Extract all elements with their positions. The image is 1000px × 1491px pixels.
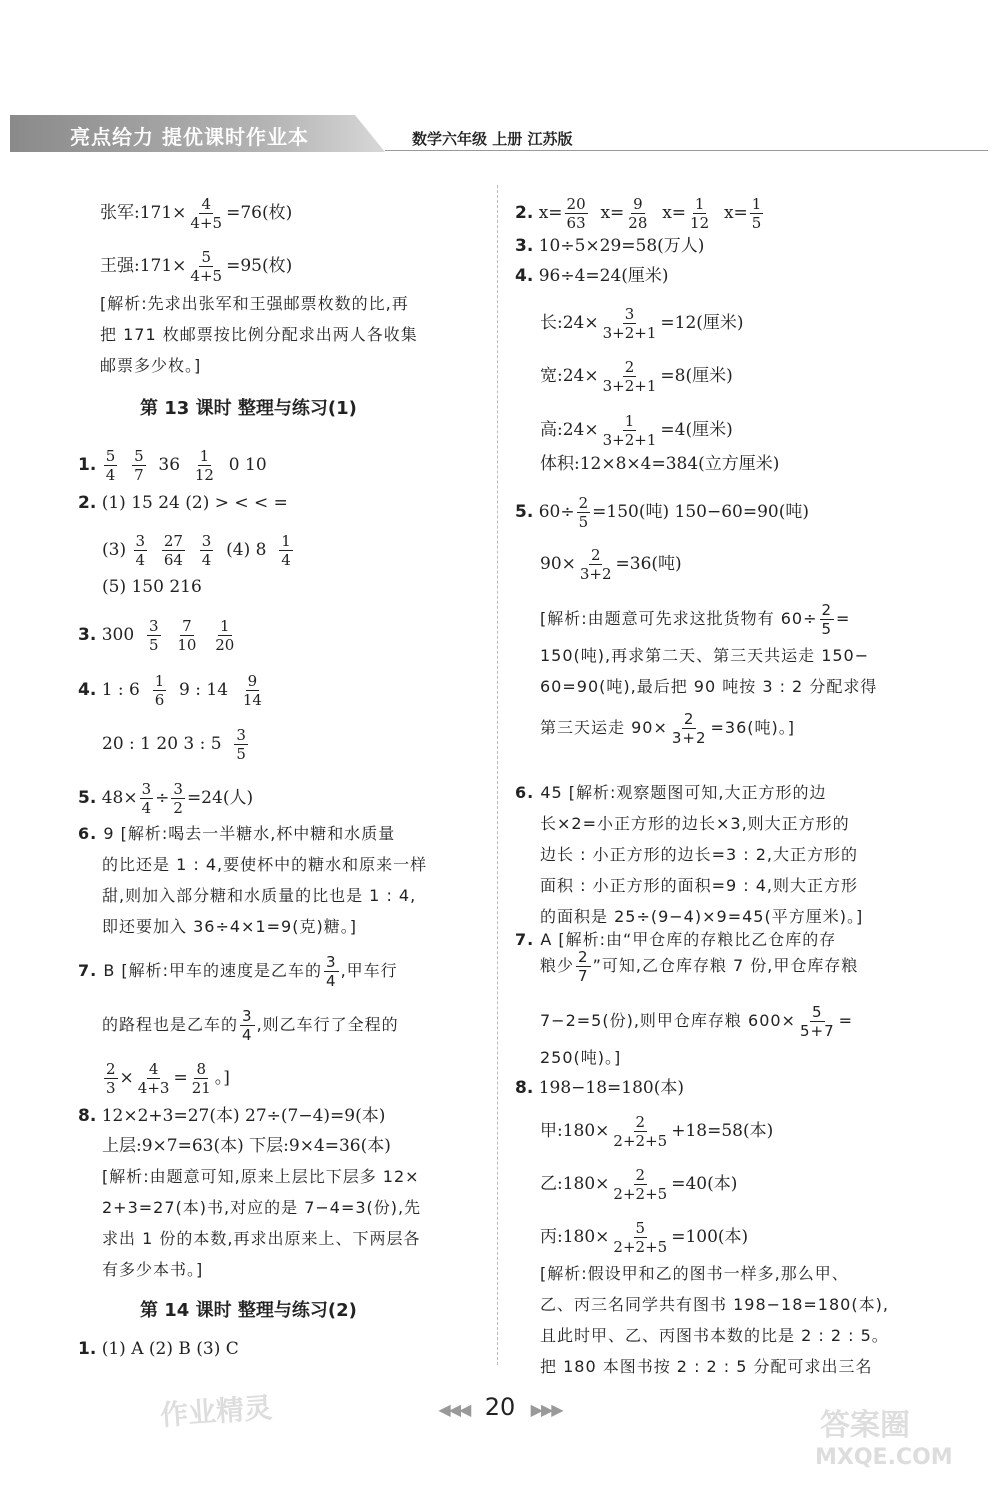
denominator: 2+2+5 <box>613 1238 668 1256</box>
denominator: 4 <box>135 551 146 569</box>
denominator: 3+2 <box>579 565 612 583</box>
denominator: 4+3 <box>137 1079 170 1097</box>
section-heading: 第 14 课时 整理与练习(2) <box>140 1300 357 1321</box>
denominator: 4 <box>326 972 337 990</box>
numerator: 3 <box>173 780 183 798</box>
denominator: 4 <box>281 551 291 569</box>
numerator: 3 <box>141 780 152 798</box>
fraction <box>104 1060 118 1097</box>
analysis-text: 甜,则加入部分糖和水质量的比也是 1 : 4, <box>102 886 417 905</box>
answer-line: 甲:180× $\frac{2}{2+2+5}$ +18=58(本) <box>540 1113 774 1150</box>
fraction <box>193 447 216 484</box>
answer-line: 2. x= $\frac{20}{63}$ x= $\frac{9}{28}$ x= $\frac{1}{12}$ x= $\frac{1}{5}$ <box>515 195 762 232</box>
fraction <box>601 305 659 342</box>
fraction <box>601 412 659 449</box>
numerator: 2 <box>590 546 601 564</box>
fraction <box>213 617 236 654</box>
denominator: 3+2 <box>671 729 707 747</box>
denominator: 12 <box>194 466 214 484</box>
denominator: 3 <box>106 1079 116 1097</box>
denominator: 5 <box>821 620 833 638</box>
answer-line: 8. 198−18=180(本) <box>515 1078 684 1098</box>
answer-line: 长:24× $\frac{3}{3+2+1}$ =12(厘米) <box>540 305 744 342</box>
denominator: 4 <box>201 551 212 569</box>
denominator: 2+2+5 <box>613 1132 668 1150</box>
fraction <box>140 780 154 817</box>
fraction <box>188 248 224 285</box>
fraction <box>670 710 709 747</box>
numerator: 4 <box>148 1060 159 1078</box>
analysis-text: [解析:由题意可先求这批货物有 60÷ $\frac{2}{5}$ = <box>540 601 851 638</box>
numerator: 9 <box>247 672 258 690</box>
answer-line: $\frac{2}{3}$ × $\frac{4}{4+3}$ = $\frac{8}{21}$ 。] <box>106 1060 230 1097</box>
denominator: 4 <box>105 466 116 484</box>
analysis-text: 邮票多少枚。] <box>100 356 202 375</box>
numerator: 1 <box>154 672 165 690</box>
fraction <box>576 948 591 985</box>
fraction <box>798 1003 837 1040</box>
answer-line: 丙:180× $\frac{5}{2+2+5}$ =100(本) <box>540 1219 749 1256</box>
analysis-text: 6. 45 [解析:观察题图可知,大正方形的边 <box>515 783 827 802</box>
numerator: 9 <box>633 195 643 213</box>
numerator: 1 <box>220 617 230 635</box>
fraction <box>147 617 161 654</box>
fraction <box>611 1166 669 1203</box>
page-number: 20 <box>484 1393 516 1421</box>
analysis-text: [解析:由题意可知,原来上层比下层多 12× <box>102 1167 420 1186</box>
denominator: 2 <box>173 799 183 817</box>
answer-line: 1. (1) A (2) B (3) C <box>78 1339 239 1359</box>
answer-line: 90× $\frac{2}{3+2}$ =36(吨) <box>540 546 682 583</box>
analysis-text: 把 171 枚邮票按比例分配求出两人各收集 <box>100 325 418 344</box>
answer-line: 张军:171× $\frac{4}{4+5}$ =76(枚) <box>100 195 293 232</box>
answer-line: 上层:9×7=63(本) 下层:9×4=36(本) <box>102 1136 391 1156</box>
analysis-text: 面积 : 小正方形的面积=9 : 4,则大正方形 <box>540 876 858 895</box>
analysis-text: 2+3=27(本)书,对应的是 7−4=3(份),先 <box>102 1198 422 1217</box>
denominator: 21 <box>191 1079 211 1097</box>
numerator: 2 <box>106 1060 116 1078</box>
analysis-text: 7−2=5(份),则甲仓库存粮 600× $\frac{5}{5+7}$ = <box>540 1003 854 1040</box>
denominator: 5 <box>578 513 589 531</box>
numerator: 3 <box>201 532 212 550</box>
denominator: 64 <box>163 551 183 569</box>
analysis-text: 的比还是 1 : 4,要使杯中的糖水和原来一样 <box>102 855 428 874</box>
denominator: 12 <box>690 214 710 232</box>
numerator: 3 <box>148 617 159 635</box>
analysis-text: 有多少本书。] <box>102 1260 204 1279</box>
numerator: 2 <box>624 358 635 376</box>
answer-line: 20 : 1 20 3 : 5 $\frac{3}{5}$ <box>102 726 246 763</box>
answer-line: (3) $\frac{3}{4}$ $\frac{27}{64}$ $\frac{3}{4}$ (4) 8 $\frac{1}{4}$ <box>102 532 291 569</box>
numerator: 2 <box>635 1113 646 1131</box>
header-rule <box>385 150 988 151</box>
analysis-text: 第三天运走 90× $\frac{2}{3+2}$ =36(吨)。] <box>540 710 796 747</box>
fraction <box>190 1060 213 1097</box>
numerator: 1 <box>624 412 635 430</box>
numerator: 3 <box>326 953 337 971</box>
answer-line: 4. 96÷4=24(厘米) <box>515 266 669 286</box>
answer-line: 4. 1 : 6 $\frac{1}{6}$ 9 : 14 $\frac{9}{14}$ <box>78 672 262 709</box>
fraction <box>175 617 198 654</box>
next-arrows-icon: ▶▶▶ <box>530 1400 562 1419</box>
answer-line: 3. 300 $\frac{3}{5}$ $\frac{7}{10}$ $\frac{1}{20}$ <box>78 617 235 654</box>
watermark: 作业精灵 <box>159 1391 274 1432</box>
fraction <box>820 601 835 638</box>
numerator: 1 <box>281 532 291 550</box>
fraction <box>611 1219 669 1256</box>
denominator: 10 <box>177 636 197 654</box>
numerator: 2 <box>578 948 589 966</box>
fraction <box>188 195 224 232</box>
analysis-text: [解析:先求出张军和王强邮票枚数的比,再 <box>100 294 409 313</box>
denominator: 3+2+1 <box>602 377 657 395</box>
fraction <box>153 672 167 709</box>
answer-line: 3. 10÷5×29=58(万人) <box>515 236 705 256</box>
watermark: 答案圈 <box>820 1408 910 1443</box>
numerator: 1 <box>199 447 210 465</box>
fraction <box>136 1060 172 1097</box>
denominator: 4+5 <box>190 267 223 285</box>
numerator: 5 <box>201 248 212 266</box>
denominator: 28 <box>628 214 648 232</box>
fraction <box>132 447 146 484</box>
fraction <box>171 780 185 817</box>
fraction <box>626 195 649 232</box>
column-divider <box>497 185 498 1365</box>
fraction <box>750 195 764 232</box>
numerator: 3 <box>135 532 146 550</box>
numerator: 5 <box>812 1003 823 1021</box>
denominator: 7 <box>134 466 144 484</box>
answer-line: 高:24× $\frac{1}{3+2+1}$ =4(厘米) <box>540 412 733 449</box>
analysis-text: 的面积是 25÷(9−4)×9=45(平方厘米)。] <box>540 907 864 926</box>
denominator: 5 <box>148 636 159 654</box>
answer-line: 2. (1) 15 24 (2) > < < = <box>78 493 288 513</box>
answer-line: 王强:171× $\frac{5}{4+5}$ =95(枚) <box>100 248 293 285</box>
prev-arrows-icon: ◀◀◀ <box>438 1400 470 1419</box>
answer-line: 乙:180× $\frac{2}{2+2+5}$ =40(本) <box>540 1166 738 1203</box>
numerator: 20 <box>566 195 586 213</box>
answer-line: 体积:12×8×4=384(立方厘米) <box>540 454 780 474</box>
fraction <box>134 532 148 569</box>
answer-line: 5. 48× $\frac{3}{4}$ ÷ $\frac{3}{2}$ =24(人) <box>78 780 254 817</box>
answer-line: 宽:24× $\frac{2}{3+2+1}$ =8(厘米) <box>540 358 733 395</box>
numerator: 4 <box>201 195 212 213</box>
analysis-text: 7. A [解析:由“甲仓库的存粮比乙仓库的存 <box>515 930 837 949</box>
numerator: 3 <box>242 1007 253 1025</box>
answer-line: (5) 150 216 <box>102 577 202 597</box>
fraction <box>234 726 248 763</box>
section-heading: 第 13 课时 整理与练习(1) <box>140 398 357 419</box>
analysis-text: 即还要加入 36÷4×1=9(克)糖。] <box>102 917 357 936</box>
numerator: 5 <box>635 1219 646 1237</box>
numerator: 2 <box>578 494 589 512</box>
fraction <box>565 195 588 232</box>
analysis-text: [解析:假设甲和乙的图书一样多,那么甲、 <box>540 1264 849 1283</box>
analysis-text: 把 180 本图书按 2 : 2 : 5 分配可求出三名 <box>540 1357 873 1376</box>
analysis-text: 250(吨)。] <box>540 1048 622 1067</box>
denominator: 2+2+5 <box>613 1185 668 1203</box>
denominator: 3+2+1 <box>602 324 657 342</box>
analysis-text: 粮少 $\frac{2}{7}$ ”可知,乙仓库存粮 7 份,甲仓库存粮 <box>540 948 859 985</box>
numerator: 1 <box>751 195 762 213</box>
fraction <box>688 195 711 232</box>
denominator: 6 <box>154 691 165 709</box>
fraction <box>240 1007 255 1044</box>
watermark: MXQE.COM <box>815 1445 953 1470</box>
fraction <box>162 532 185 569</box>
answer-line: 5. 60÷ $\frac{2}{5}$ =150(吨) 150−60=90(吨) <box>515 494 809 531</box>
book-subtitle: 数学六年级 上册 江苏版 <box>412 130 573 148</box>
fraction <box>104 447 118 484</box>
denominator: 4+5 <box>190 214 223 232</box>
numerator: 2 <box>821 601 833 619</box>
analysis-text: 的路程也是乙车的 $\frac{3}{4}$ ,则乙车行了全程的 <box>102 1007 399 1044</box>
numerator: 27 <box>163 532 183 550</box>
denominator: 4 <box>141 799 152 817</box>
denominator: 63 <box>566 214 586 232</box>
numerator: 3 <box>624 305 635 323</box>
fraction <box>241 672 264 709</box>
numerator: 1 <box>694 195 705 213</box>
analysis-text: 150(吨),再求第二天、第三天共运走 150− <box>540 646 870 665</box>
denominator: 14 <box>242 691 262 709</box>
denominator: 4 <box>242 1026 253 1044</box>
fraction <box>324 953 339 990</box>
analysis-text: 且此时甲、乙、丙图书本数的比是 2 : 2 : 5。 <box>540 1326 889 1345</box>
fraction <box>611 1113 669 1150</box>
analysis-text: 求出 1 份的本数,再求出原来上、下两层各 <box>102 1229 421 1248</box>
fraction <box>200 532 214 569</box>
numerator: 7 <box>182 617 192 635</box>
fraction <box>578 546 614 583</box>
analysis-text: 乙、丙三名同学共有图书 198−18=180(本), <box>540 1295 889 1314</box>
denominator: 5 <box>751 214 762 232</box>
denominator: 5+7 <box>799 1022 835 1040</box>
numerator: 2 <box>683 710 695 728</box>
denominator: 3+2+1 <box>602 431 657 449</box>
denominator: 7 <box>578 967 589 985</box>
numerator: 5 <box>105 447 116 465</box>
analysis-text: 边长 : 小正方形的边长=3 : 2,大正方形的 <box>540 845 858 864</box>
analysis-text: 60=90(吨),最后把 90 吨按 3 : 2 分配求得 <box>540 677 878 696</box>
answer-line: 8. 12×2+3=27(本) 27÷(7−4)=9(本) <box>78 1106 386 1126</box>
answer-line: 1. $\frac{5}{4}$ $\frac{5}{7}$ 36 $\frac{1}{12}$ 0 10 <box>78 447 267 484</box>
denominator: 5 <box>236 745 246 763</box>
fraction <box>577 494 591 531</box>
fraction <box>601 358 659 395</box>
numerator: 3 <box>236 726 246 744</box>
denominator: 20 <box>215 636 235 654</box>
analysis-text: 6. 9 [解析:喝去一半糖水,杯中糖和水质量 <box>78 824 396 843</box>
numerator: 5 <box>134 447 144 465</box>
fraction <box>279 532 293 569</box>
numerator: 2 <box>635 1166 646 1184</box>
book-title: 亮点给力 提优课时作业本 <box>70 125 309 149</box>
analysis-text: 长×2=小正方形的边长×3,则大正方形的 <box>540 814 850 833</box>
numerator: 8 <box>196 1060 207 1078</box>
analysis-text: 7. B [解析:甲车的速度是乙车的 $\frac{3}{4}$ ,甲车行 <box>78 953 398 990</box>
